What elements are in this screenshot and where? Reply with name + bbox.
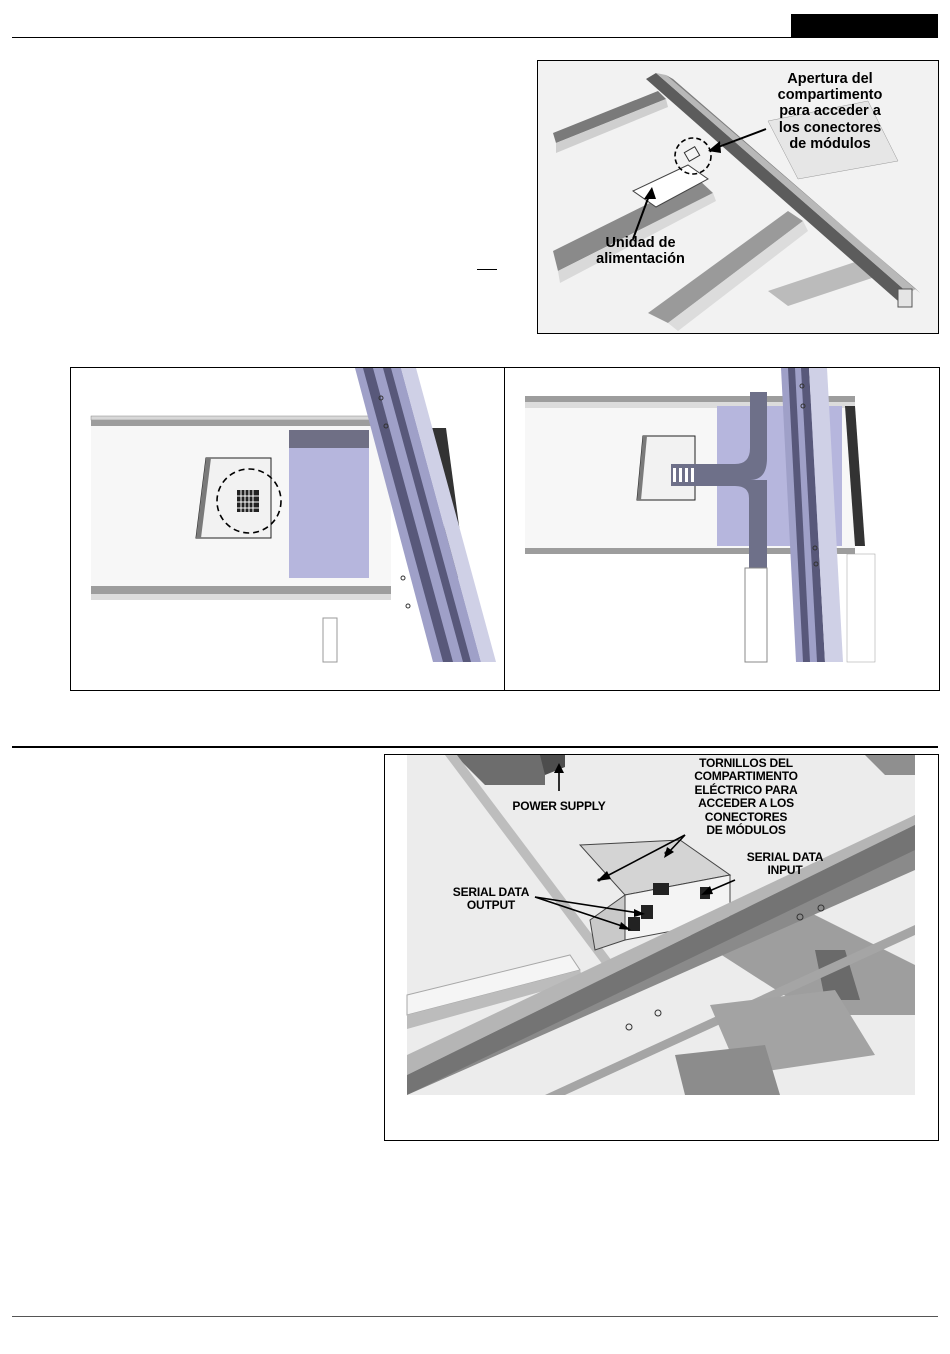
figure-power-unit-overview — [537, 60, 939, 334]
text-underline-mark — [477, 269, 497, 270]
figure-connector-closeup-illustration — [71, 368, 505, 690]
figure-cable-connected-illustration — [505, 368, 939, 690]
figure-electrical-compartment — [384, 754, 939, 1141]
figure-cable-connected — [504, 367, 940, 691]
label-apertura: Apertura del compartimento para acceder a los conectores de módulos — [777, 71, 883, 152]
header-rule — [12, 37, 938, 38]
label-unidad: Unidad de alimentación — [596, 235, 685, 268]
label-serial-data-input: SERIAL DATA INPUT — [746, 850, 824, 878]
figure-connector-closeup — [70, 367, 506, 691]
footer-rule — [12, 1316, 938, 1317]
label-tornillos: TORNILLOS DEL COMPARTIMENTO ELÉCTRICO PARA ACCEDER A LOS CONECTORES DE MÓDULOS — [694, 756, 798, 838]
header-black-tab — [791, 14, 938, 38]
section-rule — [12, 746, 938, 748]
label-serial-data-output: SERIAL DATA OUTPUT — [452, 885, 530, 913]
label-power-supply: POWER SUPPLY — [512, 799, 606, 813]
figure-electrical-compartment-illustration — [385, 755, 938, 1140]
